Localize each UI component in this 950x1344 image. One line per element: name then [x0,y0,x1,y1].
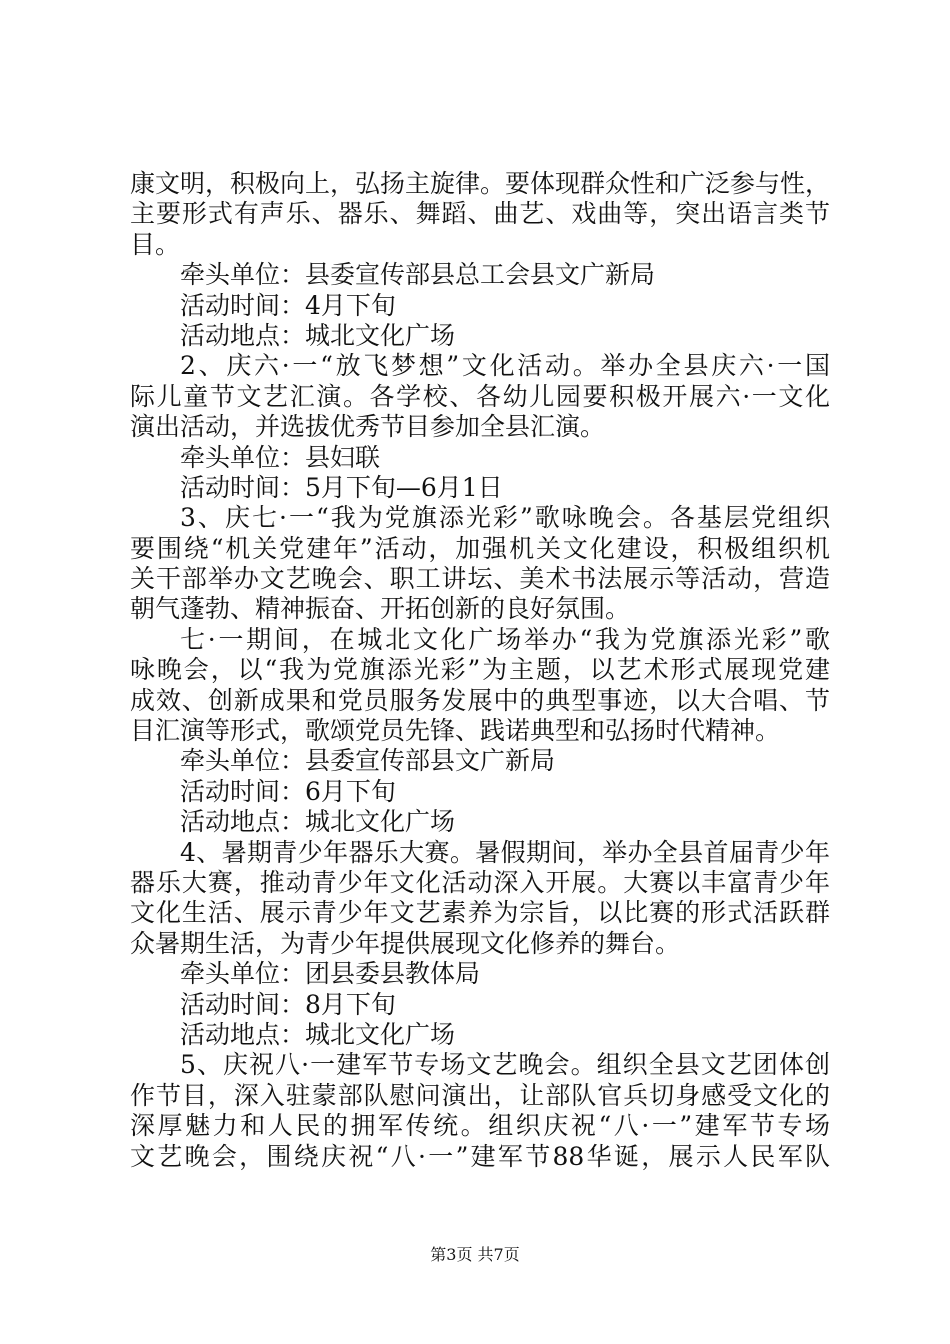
text-line: 目。 [130,229,181,259]
text-line: 作节目，深入驻蒙部队慰问演出，让部队官兵切身感受文化的 [130,1080,830,1110]
text-line: 际儿童节文艺汇演。各学校、各幼儿园要积极开展六·一文化 [130,381,830,411]
text-line: 主要形式有声乐、器乐、舞蹈、曲艺、戏曲等，突出语言类节 [130,199,830,229]
section-heading-2: 2、庆六·一“放飞梦想”文化活动。举办全县庆六·一国 [180,351,830,381]
text-line: 深厚魅力和人民的拥军传统。组织庆祝“八·一”建军节专场 [130,1111,830,1141]
section-heading-3: 3、庆七·一“我为党旗添光彩”歌咏晚会。各基层党组织 [180,503,830,533]
activity-time-line: 活动时间：5月下旬—6月1日 [180,472,503,502]
document-body [130,169,830,1172]
section-heading-5: 5、庆祝八·一建军节专场文艺晚会。组织全县文艺团体创 [180,1050,830,1080]
text-line: 成效、创新成果和党员服务发展中的典型事迹，以大合唱、节 [130,685,830,715]
activity-place-line: 活动地点：城北文化广场 [180,320,456,350]
page-number-footer: 第3页 共7页 [430,1245,520,1264]
text-line: 目汇演等形式，歌颂党员先锋、践诺典型和弘扬时代精神。 [130,716,781,746]
lead-unit-line: 牵头单位：团县委县教体局 [180,959,481,989]
lead-unit-line: 牵头单位：县委宣传部县总工会县文广新局 [180,260,656,290]
text-line: 文化生活、展示青少年文艺素养为宗旨，以比赛的形式活跃群 [130,898,830,928]
text-line: 器乐大赛，推动青少年文化活动深入开展。大赛以丰富青少年 [130,867,830,897]
text-line: 众暑期生活，为青少年提供展现文化修养的舞台。 [130,928,681,958]
activity-place-line: 活动地点：城北文化广场 [180,807,456,837]
lead-unit-line: 牵头单位：县委宣传部县文广新局 [180,746,556,776]
activity-time-line: 活动时间：4月下旬 [180,290,396,320]
text-line: 要围绕“机关党建年”活动，加强机关文化建设，积极组织机 [130,533,830,563]
text-line: 文艺晚会，围绕庆祝“八·一”建军节88华诞，展示人民军队 [130,1141,830,1171]
text-line: 朝气蓬勃、精神振奋、开拓创新的良好氛围。 [130,594,631,624]
section-heading-4: 4、暑期青少年器乐大赛。暑假期间，举办全县首届青少年 [180,837,830,867]
activity-place-line: 活动地点：城北文化广场 [180,1019,456,1049]
activity-time-line: 活动时间：8月下旬 [180,989,396,1019]
lead-unit-line: 牵头单位：县妇联 [180,442,381,472]
activity-time-line: 活动时间：6月下旬 [180,776,396,806]
text-line: 康文明，积极向上，弘扬主旋律。要体现群众性和广泛参与性， [130,169,831,198]
text-line: 咏晚会，以“我为党旗添光彩”为主题，以艺术形式展现党建 [130,655,830,685]
text-line: 演出活动，并选拔优秀节目参加全县汇演。 [130,412,606,442]
text-line: 关干部举办文艺晚会、职工讲坛、美术书法展示等活动，营造 [130,564,830,594]
text-line: 七·一期间，在城北文化广场举办“我为党旗添光彩”歌 [180,624,830,654]
